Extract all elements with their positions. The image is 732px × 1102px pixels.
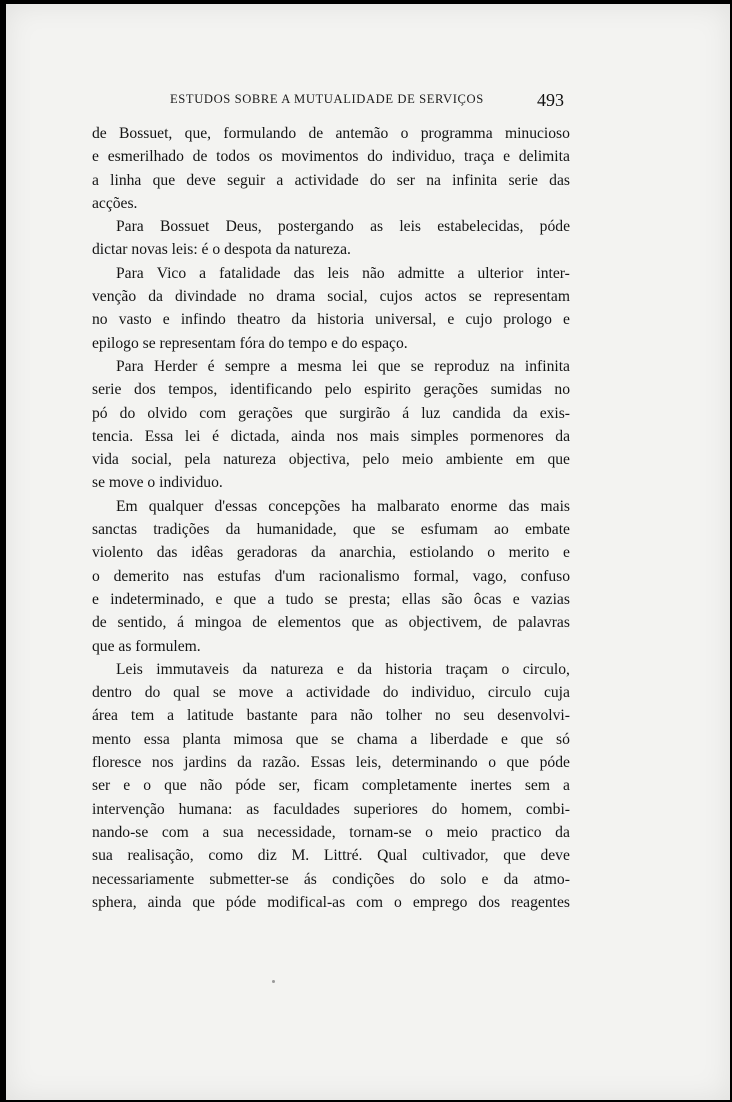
print-speck bbox=[272, 980, 275, 983]
text-line: Para Vico a fatalidade das leis não admitte a ulterior inter- bbox=[116, 264, 570, 282]
text-line: Para Bossuet Deus, postergando as leis estabelecidas, póde bbox=[116, 218, 570, 236]
text-line: área tem a latitude bastante para não tolher no seu desenvolvi- bbox=[92, 707, 570, 725]
text-line: pó do olvido com gerações que surgirão á luz candida da exis- bbox=[92, 404, 570, 422]
text-line: a linha que deve seguir a actividade do ser na infinita serie das bbox=[92, 171, 570, 189]
text-line: vida social, pela natureza objectiva, pelo meio ambiente em que bbox=[92, 451, 570, 469]
text-line bbox=[92, 635, 570, 658]
text-line: intervenção humana: as faculdades superiores do homem, combi- bbox=[92, 800, 570, 818]
text-line bbox=[92, 238, 570, 261]
text-line: sua realisação, como diz M. Littré. Qual cultivador, que deve bbox=[92, 847, 570, 865]
text-line: Para Herder é sempre a mesma lei que se reproduz na infinita bbox=[116, 357, 570, 375]
text-line: violento das idêas geradoras da anarchia, estiolando o merito e bbox=[92, 544, 570, 562]
text-line: ser e o que não póde ser, ficam completamente inertes sem a bbox=[92, 777, 570, 795]
line-text: dictar novas leis: é o despota da natureza. bbox=[92, 241, 351, 259]
text-line: Leis immutaveis da natureza e da historia traçam o circulo, bbox=[116, 660, 570, 678]
page-number: 493 bbox=[537, 90, 564, 110]
text-line: nando-se com a sua necessidade, tornam-se o meio practico da bbox=[92, 823, 570, 841]
text-line: no vasto e infindo theatro da historia universal, e cujo prologo e bbox=[92, 311, 570, 329]
text-line: serie dos tempos, identificando pelo espirito gerações sumidas no bbox=[92, 381, 570, 399]
text-line: de Bossuet, que, formulando de antemão o programma minucioso bbox=[92, 125, 570, 142]
text-line: sanctas tradições da humanidade, que se esfumam ao embate bbox=[92, 521, 570, 539]
text-line: o demerito nas estufas d'um racionalismo formal, vago, confuso bbox=[92, 567, 570, 585]
line-text: acções. bbox=[92, 194, 138, 212]
text-line: sphera, ainda que póde modifical-as com o emprego dos reagentes bbox=[92, 893, 570, 911]
running-head: ESTUDOS SOBRE A MUTUALIDADE DE SERVIÇOS bbox=[170, 92, 484, 106]
text-line: tencia. Essa lei é dictada, ainda nos mais simples pormenores da bbox=[92, 427, 570, 445]
line-text: se move o individuo. bbox=[92, 474, 223, 492]
text-line bbox=[92, 332, 570, 355]
text-line: de sentido, á mingoa de elementos que as objectivem, de palavras bbox=[92, 614, 570, 632]
text-line bbox=[92, 192, 570, 215]
text-line: floresce nos jardins da razão. Essas leis, determinando o que póde bbox=[92, 754, 570, 772]
text-line: dentro do qual se move a actividade do individuo, circulo cuja bbox=[92, 684, 570, 702]
text-line: e indeterminado, e que a tudo se presta; ellas são ôcas e vazias bbox=[92, 590, 570, 608]
text-line: venção da divindade no drama social, cujos actos se representam bbox=[92, 288, 570, 306]
text-line: e esmerilhado de todos os movimentos do individuo, traça e delimita bbox=[92, 148, 570, 166]
line-text: que as formulem. bbox=[92, 637, 201, 655]
text-line: necessariamente submetter-se ás condições do solo e da atmo- bbox=[92, 870, 570, 888]
line-text: epilogo se representam fóra do tempo e do espaço. bbox=[92, 334, 408, 352]
text-line bbox=[92, 471, 570, 494]
text-line: mento essa planta mimosa que se chama a liberdade e que só bbox=[92, 730, 570, 748]
text-line: Em qualquer d'essas concepções ha malbarato enorme das mais bbox=[116, 497, 570, 515]
body-text bbox=[92, 122, 570, 914]
